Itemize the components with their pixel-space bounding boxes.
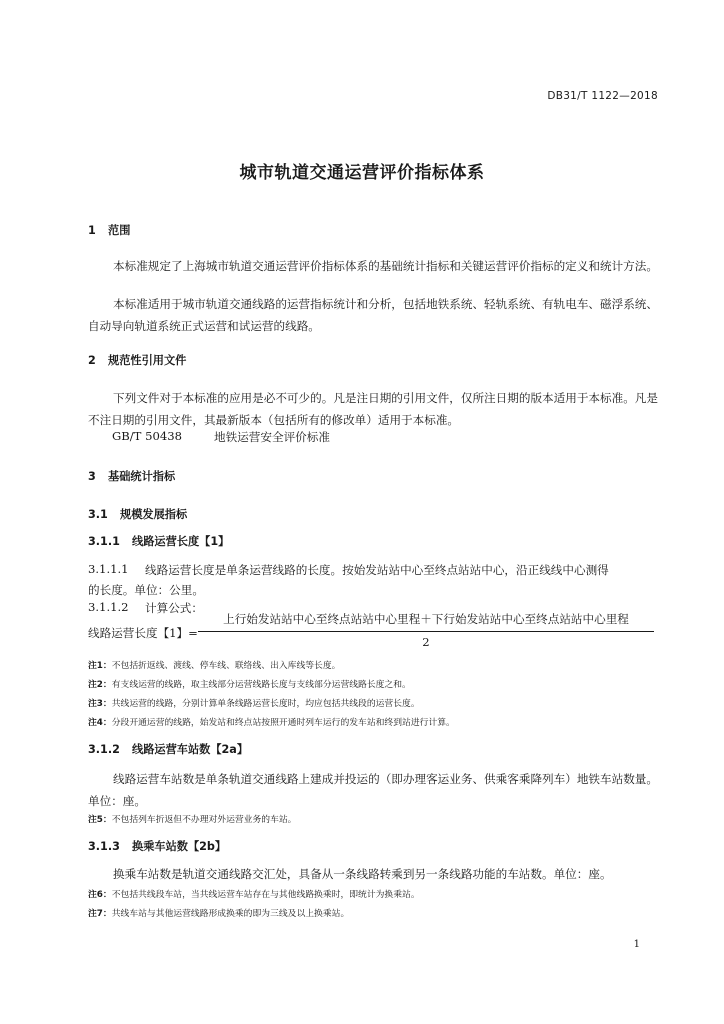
clause-3-1-1-2-number: 3.1.1.2 [88, 600, 129, 614]
page-number: 1 [633, 939, 640, 950]
section-title: 线路运营车站数【2a】 [132, 743, 249, 756]
note-label: 注7： [88, 909, 112, 919]
clause-3-1-1-1-number: 3.1.1.1 [88, 562, 129, 576]
formula-numerator: 上行始发站站中心至终点站站中心里程＋下行始发站站中心至终点站站中心里程 [223, 612, 629, 626]
paragraph-transfer-stations: 换乘车站数是轨道交通线路交汇处，具备从一条线路转乘到另一条线路功能的车站数。单位：座。 [113, 867, 612, 881]
note-label: 注3： [88, 699, 112, 709]
section-number: 3.1.2 [88, 743, 120, 756]
paragraph-normative-refs: 下列文件对于本标准的应用是必不可少的。凡是注日期的引用文件，仅所注日期的版本适用于本标准。凡是不注日期的引用文件，其最新版本（包括所有的修改单）适用于本标准。 [88, 391, 658, 427]
note-label: 注6： [88, 890, 112, 900]
section-number: 3.1.3 [88, 840, 120, 853]
clause-3-1-1-2-text: 计算公式： [145, 601, 203, 615]
note-text: 共线运营的线路，分别计算单条线路运营长度时，均应包括共线段的运营长度。 [111, 699, 420, 709]
fraction-bar [198, 631, 654, 632]
note-6 [88, 887, 420, 900]
section-2-heading [88, 352, 186, 368]
note-label: 注5： [88, 815, 112, 825]
section-title: 换乘车站数【2b】 [132, 840, 227, 853]
note-3 [88, 696, 420, 709]
clause-3-1-1-1-line2: 的长度。单位：公里。 [88, 583, 204, 597]
section-number: 3.1.1 [88, 535, 120, 548]
section-title: 规模发展指标 [120, 508, 188, 521]
note-text: 有支线运营的线路，取主线部分运营线路长度与支线部分运营线路长度之和。 [111, 680, 411, 690]
note-2 [88, 677, 411, 690]
section-3-heading [88, 468, 175, 484]
section-title: 范围 [108, 224, 131, 237]
note-label: 注4： [88, 718, 112, 728]
note-label: 注2： [88, 680, 112, 690]
note-4 [88, 715, 455, 728]
section-3-1-1-heading [88, 533, 229, 549]
section-title: 基础统计指标 [108, 470, 176, 483]
clause-3-1-1-1-line1: 线路运营长度是单条运营线路的长度。按始发站站中心至终点站站中心，沿正线线中心测得 [145, 563, 609, 577]
section-3-1-2-heading [88, 741, 248, 757]
note-text: 不包括共线段车站，当共线运营车站存在与其他线路换乘时，即统计为换乘站。 [111, 890, 420, 900]
formula-denominator: 2 [422, 635, 430, 649]
note-text: 不包括折返线、渡线、停车线、联络线、出入库线等长度。 [111, 661, 341, 671]
section-1-heading [88, 222, 130, 238]
reference-name: 地铁运营安全评价标准 [214, 430, 330, 444]
note-label: 注1： [88, 661, 112, 671]
note-text: 分段开通运营的线路，始发站和终点站按照开通时列车运行的发车站和终到站进行计算。 [111, 718, 455, 728]
note-7 [88, 906, 349, 919]
section-3-1-heading [88, 506, 187, 522]
paragraph-scope-1: 本标准规定了上海城市轨道交通运营评价指标体系的基础统计指标和关键运营评价指标的定义和统计方法。 [113, 259, 658, 273]
section-3-1-3-heading [88, 838, 226, 854]
section-number: 2 [88, 354, 96, 367]
document-title: 城市轨道交通运营评价指标体系 [239, 163, 485, 183]
note-1 [88, 658, 340, 671]
note-text: 共线车站与其他运营线路形成换乘的即为三线及以上换乘站。 [111, 909, 350, 919]
reference-code: GB/T 50438 [112, 429, 182, 443]
note-text: 不包括列车折返但不办理对外运营业务的车站。 [111, 815, 297, 825]
note-5 [88, 812, 296, 825]
paragraph-station-count: 线路运营车站数是单条轨道交通线路上建成并投运的（即办理客运业务、供乘客乘降列车）地铁车站数量。单位：座。 [88, 772, 658, 808]
section-number: 3 [88, 470, 96, 483]
formula-lhs: 线路运营长度【1】= [88, 626, 198, 640]
section-number: 3.1 [88, 508, 108, 521]
document-code: DB31/T 1122—2018 [547, 90, 658, 102]
section-title: 线路运营长度【1】 [132, 535, 230, 548]
paragraph-scope-2: 本标准适用于城市轨道交通线路的运营指标统计和分析，包括地铁系统、轻轨系统、有轨电车、磁浮系统、自动导向轨道系统正式运营和试运营的线路。 [88, 297, 658, 333]
section-title: 规范性引用文件 [108, 354, 187, 367]
section-number: 1 [88, 224, 96, 237]
formula [88, 612, 658, 655]
